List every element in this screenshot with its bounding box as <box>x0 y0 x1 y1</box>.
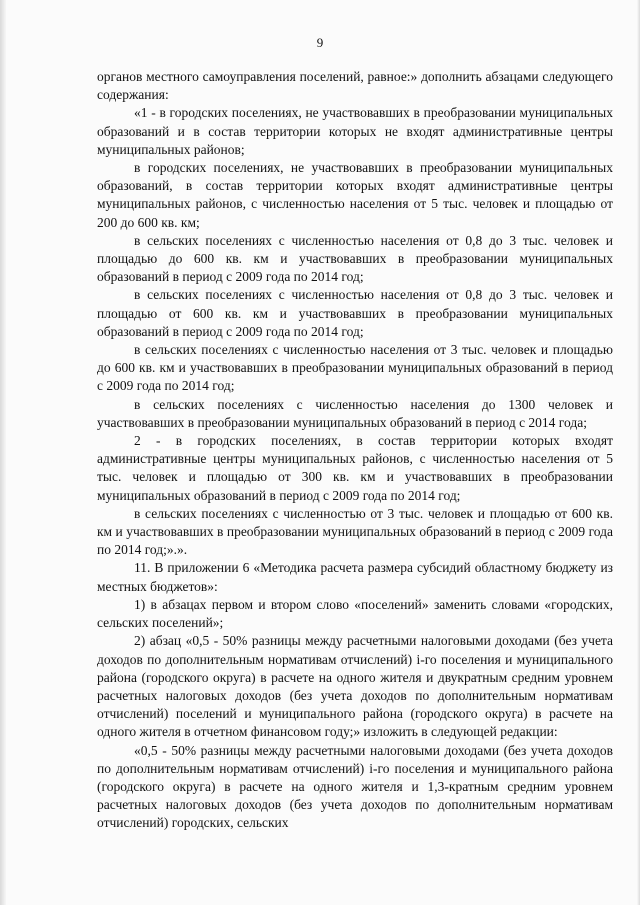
paragraph: в сельских поселениях с численностью населения от 3 тыс. человек и площадью до 600 кв. км и участвовавших в преобразовании муниципальных образований в период с 2009 года по 2014 год; <box>97 342 613 394</box>
paragraph-intro: органов местного самоуправления поселений, равное:» дополнить абзацами следующего содержания: <box>97 69 613 103</box>
paragraph: «1 - в городских поселениях, не участвовавших в преобразовании муниципальных образований и в состав территории которых не входят административные центры муниципальных районов; <box>97 105 613 157</box>
paragraph-subitem-1: 1) в абзацах первом и втором слово «поселений» заменить словами «городских, сельских поселений»; <box>97 596 613 631</box>
paragraph: 2 - в городских поселениях, в состав территории которых входят административные центры муниципальных районов, с численностью населения от 5 тыс. человек и площадью от 300 кв. км и участвовавших в преобразовании муниципальных образований в период с 2009 года по 2014 год; <box>97 433 613 503</box>
paragraph: в городских поселениях, не участвовавших в преобразовании муниципальных образований, в состав территории которых входят административные центры муниципальных районов, с численностью населения от 5 тыс. человек и площадью от 200 до 600 кв. км; <box>97 160 613 230</box>
paragraph-item-11: 11. В приложении 6 «Методика расчета размера субсидий областному бюджету из местных бюджетов»: <box>97 560 613 594</box>
paragraph: в сельских поселениях с численностью населения от 0,8 до 3 тыс. человек и площадью от 600 кв. км и участвовавших в преобразовании муниципальных образований в период с 2009 года по 2014 год; <box>97 287 613 339</box>
page-number: 9 <box>316 35 324 50</box>
document-body <box>97 68 613 833</box>
scan-edge-left <box>0 0 6 905</box>
paragraph: в сельских поселениях с численностью населения от 0,8 до 3 тыс. человек и площадью до 600 кв. км и участвовавших в преобразовании муниципальных образований в период с 2009 года по 2014 год; <box>97 232 613 285</box>
paragraph-quoted-new-text: «0,5 - 50% разницы между расчетными налоговыми доходами (без учета доходов по дополнительным нормативам отчислений) i-го поселения и муниципального района (городского округа) в расчете на одного жителя и 1,3-кратным средним уровнем расчетных налоговых доходов (без учета доходов по дополнительным нормативам отчислений) городских, сельских <box>97 742 613 831</box>
paragraph: в сельских поселениях с численностью населения до 1300 человек и участвовавших в преобразовании муниципальных образований в период с 2014 года; <box>97 396 613 430</box>
paragraph-subitem-2: 2) абзац «0,5 - 50% разницы между расчетными налоговыми доходами (без учета доходов по дополнительным нормативам отчислений) i-го поселения и муниципального района (городского округа) в расчете на одного жителя и двукратным средним уровнем расчетных налоговых доходов (без учета доходов по дополнительным нормативам отчислений) поселений и муниципального района (городского округа) в расчете на одного жителя в отчетном финансовом году;» изложить в следующей редакции: <box>97 633 613 740</box>
paragraph: в сельских поселениях с численностью от 3 тыс. человек и площадью от 600 кв. км и участвовавших в преобразовании муниципальных образований в период с 2009 года по 2014 год;».». <box>97 505 613 558</box>
